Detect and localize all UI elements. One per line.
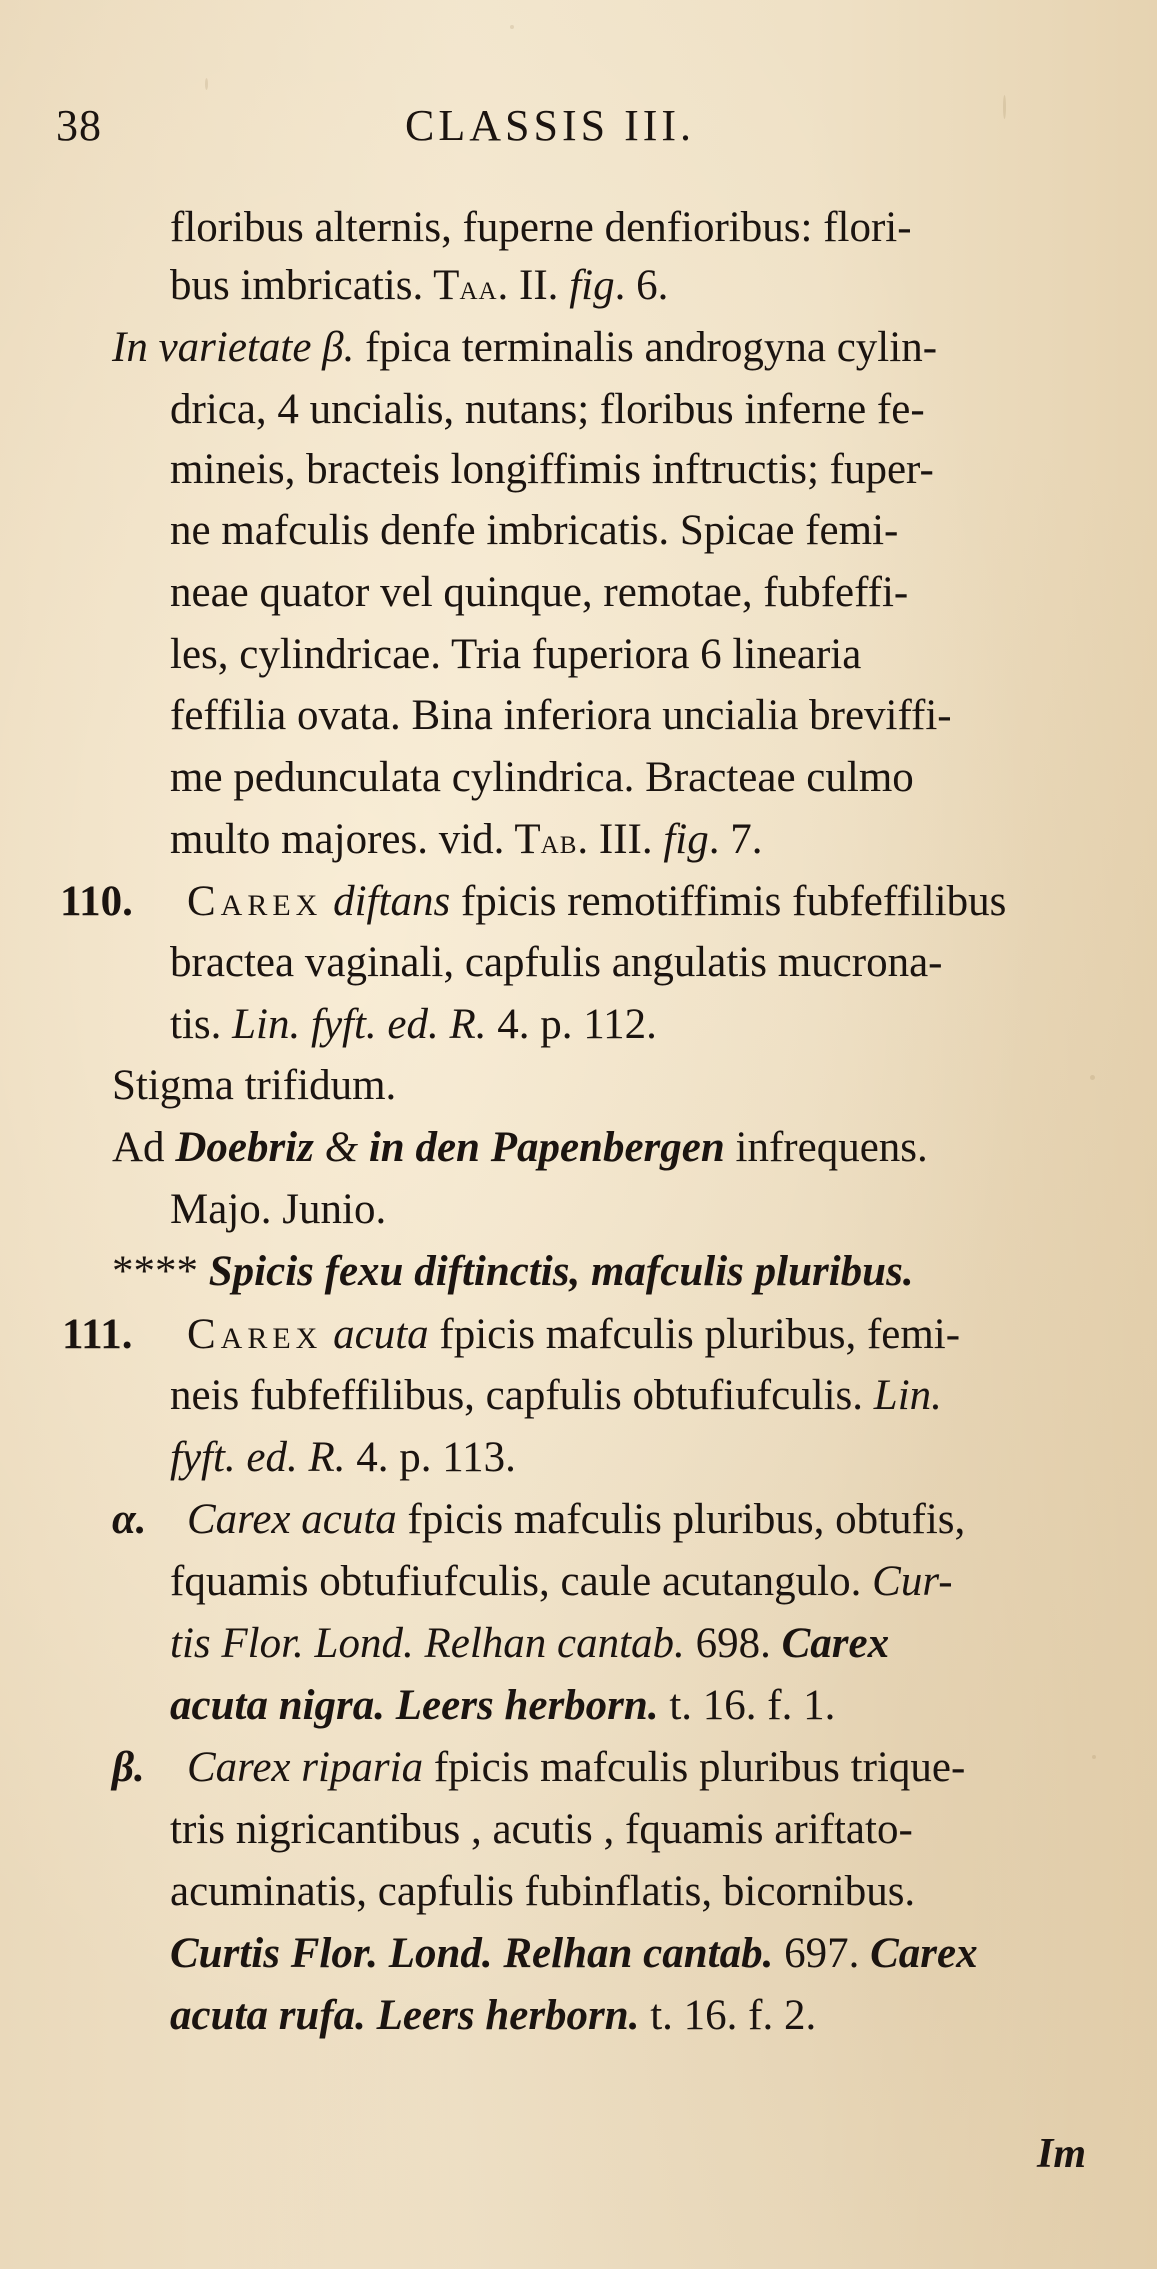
text-line bbox=[112, 1120, 928, 1176]
text-run: 4. p. 112. bbox=[486, 1001, 657, 1048]
section-heading bbox=[112, 1244, 914, 1300]
entry-number: 111. bbox=[62, 1311, 133, 1358]
text-run: Cur- bbox=[872, 1558, 953, 1605]
text-run: acuta nigra. Leers herborn. bbox=[170, 1682, 659, 1729]
text-line bbox=[170, 565, 908, 621]
variety-marker: β. bbox=[112, 1744, 145, 1791]
text-line bbox=[187, 1307, 960, 1363]
text-line bbox=[170, 997, 657, 1053]
text-line bbox=[170, 935, 943, 991]
asterisks: **** bbox=[112, 1248, 198, 1295]
text-run: t. 16. f. 1. bbox=[658, 1682, 836, 1729]
running-head: CLASSIS III. bbox=[405, 101, 696, 150]
text-line bbox=[170, 688, 952, 744]
paper-speck bbox=[1092, 1755, 1096, 1759]
genus-name: Carex bbox=[187, 1311, 323, 1358]
text-run: & bbox=[313, 1124, 369, 1171]
text-run: fig bbox=[663, 816, 709, 863]
paper-speck bbox=[205, 78, 208, 90]
text-line bbox=[170, 1368, 942, 1424]
text-run: ne mafculis denfe imbricatis. Spicae femi- bbox=[170, 507, 899, 554]
text-line bbox=[112, 320, 937, 376]
text-line bbox=[170, 1678, 835, 1734]
text-run: Curtis Flor. Lond. Relhan cantab. bbox=[170, 1930, 774, 1977]
text-line bbox=[187, 1740, 965, 1796]
paper-speck bbox=[510, 25, 514, 29]
text-run: fpicis remotiffimis fubfeffilibus bbox=[450, 878, 1007, 925]
text-run: Carex bbox=[870, 1930, 978, 1977]
text-run: tris nigricantibus , acutis , fquamis ariftato- bbox=[170, 1806, 913, 1853]
text-run: Carex acuta bbox=[187, 1496, 397, 1543]
text-line bbox=[170, 812, 763, 869]
page-header bbox=[0, 100, 1157, 160]
text-run: . II. bbox=[497, 262, 570, 309]
text-run: fpicis mafculis pluribus, femi- bbox=[428, 1311, 961, 1358]
text-line bbox=[170, 258, 668, 315]
text-line bbox=[170, 1182, 386, 1238]
catchword: Im bbox=[1037, 2131, 1087, 2177]
text-run: drica, 4 uncialis, nutans; floribus inferne fe- bbox=[170, 386, 925, 433]
text-line bbox=[170, 627, 861, 683]
text-line bbox=[170, 382, 925, 438]
text-run: t. 16. f. 2. bbox=[639, 1992, 817, 2039]
text-run: Stigma trifidum. bbox=[112, 1062, 397, 1109]
text-run: fig bbox=[569, 262, 615, 309]
text-line bbox=[170, 1864, 915, 1920]
text-line bbox=[170, 1430, 516, 1486]
text-run: tis Flor. Lond. Relhan cantab. bbox=[170, 1620, 685, 1667]
text-run: fpicis mafculis pluribus trique- bbox=[423, 1744, 966, 1791]
entry-number: 110. bbox=[60, 878, 133, 925]
text-run: tis. bbox=[170, 1001, 233, 1048]
text-run: Ad bbox=[112, 1124, 176, 1171]
text-run: Spicis fexu diftinctis, mafculis pluribus. bbox=[198, 1248, 914, 1295]
text-run: bus imbricatis. T bbox=[170, 262, 460, 309]
text-run: in den Papenbergen bbox=[368, 1124, 725, 1171]
text-run: fpica terminalis androgyna cylin- bbox=[354, 324, 938, 371]
text-line bbox=[187, 1492, 965, 1548]
text-line bbox=[170, 1616, 889, 1672]
text-run: fquamis obtufiufculis, caule acutangulo. bbox=[170, 1558, 873, 1605]
text-line bbox=[170, 1926, 978, 1982]
text-run: les, cylindricae. Tria fuperiora 6 linearia bbox=[170, 631, 862, 678]
text-run: fyft. ed. R. bbox=[170, 1434, 346, 1481]
text-line bbox=[170, 1554, 953, 1610]
text-run: In varietate β. bbox=[112, 324, 355, 371]
page-number: 38 bbox=[56, 101, 102, 150]
text-run: fpicis mafculis pluribus, obtufis, bbox=[396, 1496, 966, 1543]
text-line bbox=[170, 1802, 913, 1858]
text-run: acuta rufa. Leers herborn. bbox=[170, 1992, 640, 2039]
text-run: . 6. bbox=[614, 262, 669, 309]
text-run: bractea vaginali, capfulis angulatis mucrona- bbox=[170, 939, 943, 986]
text-run: 698. bbox=[684, 1620, 782, 1667]
text-run: Majo. Junio. bbox=[170, 1186, 387, 1233]
text-run: Lin. bbox=[873, 1372, 942, 1419]
text-run: aa bbox=[459, 267, 498, 307]
genus-name: Carex bbox=[187, 878, 323, 925]
text-run: . III. bbox=[577, 816, 664, 863]
text-run: 697. bbox=[773, 1930, 871, 1977]
text-line bbox=[187, 874, 1006, 930]
text-run: Doebriz bbox=[175, 1124, 314, 1171]
text-line bbox=[170, 1988, 816, 2044]
text-run: floribus alternis, fuperne denfioribus: flori- bbox=[170, 204, 912, 251]
text-line bbox=[170, 200, 912, 256]
text-line bbox=[112, 1058, 396, 1114]
text-line bbox=[170, 750, 914, 806]
text-run: acuminatis, capfulis fubinflatis, bicornibus. bbox=[170, 1868, 916, 1915]
text-run: neis fubfeffilibus, capfulis obtufiufculis. bbox=[170, 1372, 874, 1419]
text-run: Carex riparia bbox=[187, 1744, 424, 1791]
text-run: infrequens. bbox=[724, 1124, 928, 1171]
variety-marker: α. bbox=[112, 1496, 147, 1543]
text-line bbox=[170, 442, 934, 498]
text-run: multo majores. vid. T bbox=[170, 816, 541, 863]
text-line bbox=[170, 503, 898, 559]
species-name: diftans bbox=[322, 878, 451, 925]
text-run: feffilia ovata. Bina inferiora uncialia breviffi- bbox=[170, 692, 952, 739]
text-run: neae quator vel quinque, remotae, fubfeffi- bbox=[170, 569, 909, 616]
text-run: . 7. bbox=[708, 816, 763, 863]
text-run: me pedunculata cylindrica. Bracteae culmo bbox=[170, 754, 914, 801]
text-run: ab bbox=[540, 821, 578, 861]
text-run: Carex bbox=[781, 1620, 890, 1667]
species-name: acuta bbox=[322, 1311, 429, 1358]
text-run: mineis, bracteis longiffimis inftructis; fuper- bbox=[170, 446, 934, 493]
text-run: Lin. fyft. ed. R. bbox=[232, 1001, 487, 1048]
text-run: 4. p. 113. bbox=[345, 1434, 516, 1481]
paper-speck bbox=[1090, 1075, 1095, 1080]
